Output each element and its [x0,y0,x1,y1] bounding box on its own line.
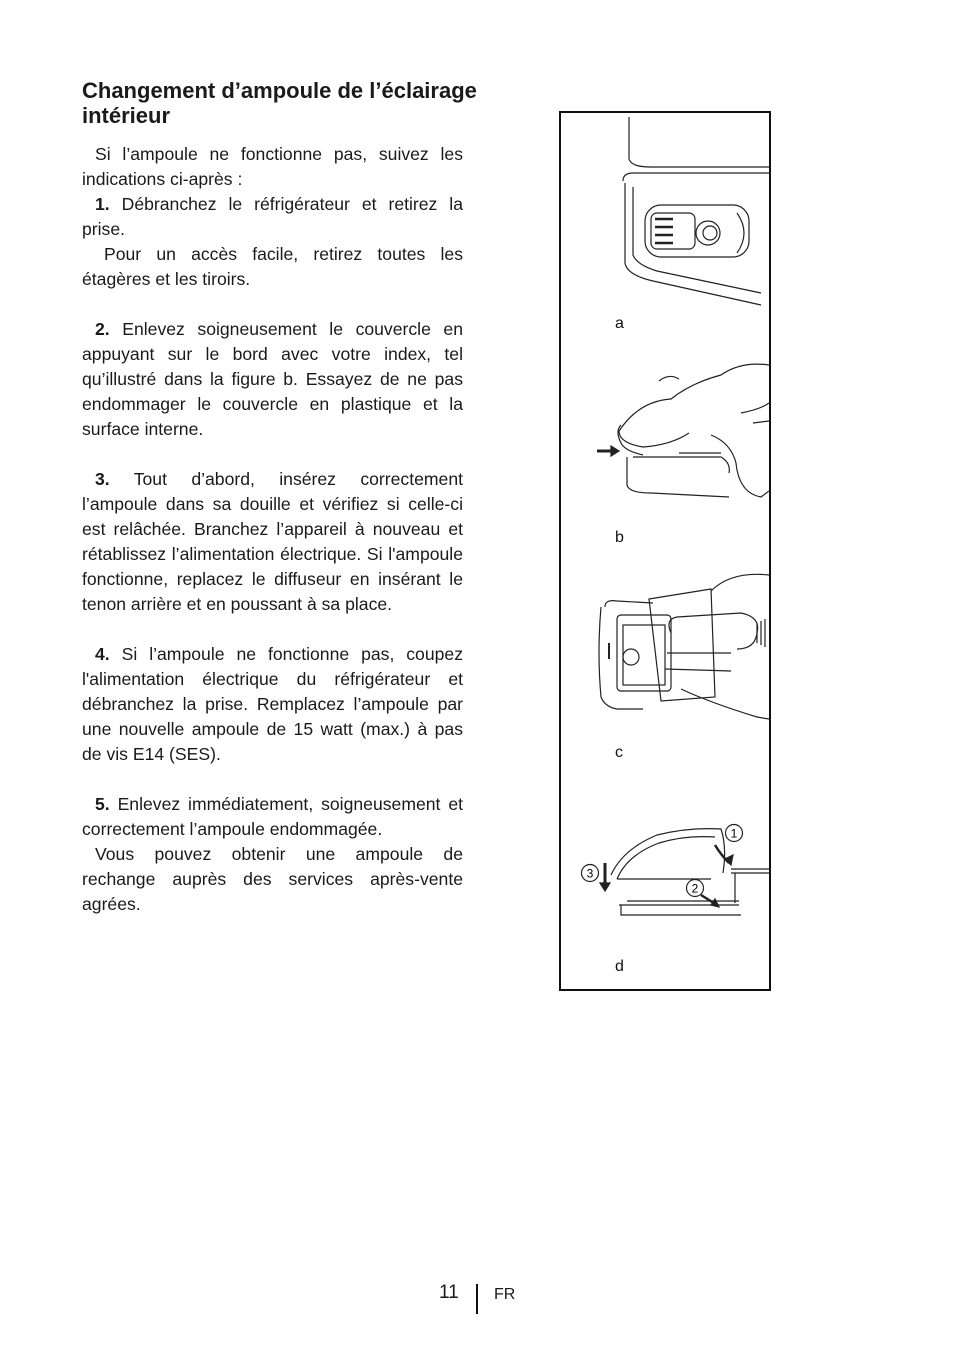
cover-hinge-diagram [600,826,769,925]
page-number: 11 [439,1282,459,1303]
step-3 [82,467,463,617]
step-1-note: Pour un accès facile, retirez toutes les étagères et les tiroirs. [82,244,463,289]
step-4-number: 4. [95,644,110,664]
figure-label-b: b [615,529,624,546]
step-3-text: Tout d’abord, insérez correctement l’ampoule dans sa douille et vérifiez si celle-ci est relâchée. Branchez l’appareil à nouveau et rétablissez l’alimentation électrique. Si l'ampoule fonctionne, replacez le diffuseur en insérant le tenon arrière et en poussant à sa place. [82,469,463,614]
callout-2-text: 2 [691,881,699,896]
page-title: Changement d’ampoule de l’éclairage intérieur [82,78,477,128]
figure-label-d: d [615,958,624,975]
step-5-number: 5. [95,794,110,814]
outro-paragraph: Vous pouvez obtenir une ampoule de rechange auprès des services après-vente agrées. [82,844,463,914]
step-1 [82,192,463,242]
figure-label-a: a [615,315,624,332]
figure-label-c: c [615,744,623,761]
step-4-text: Si l’ampoule ne fonctionne pas, coupez l'alimentation électrique du réfrigérateur et débranchez la prise. Remplacez l’ampoule par une nouvelle ampoule de 15 watt (max.) à pas de vis E14 (SES). [82,644,463,764]
bulb-replacement-illustration [561,113,769,989]
instructions-body [82,142,463,917]
illustration-panel [559,111,771,991]
callout-3-text: 3 [586,866,594,881]
step-2-number: 2. [95,319,110,339]
step-2-text: Enlevez soigneusement le couvercle en appuyant sur le bord avec votre index, tel qu’illustré dans la figure b. Essayez de ne pas endommager le couvercle en plastique et la surface interne. [82,319,463,439]
hand-holding-diffuser-drawing [599,565,769,735]
footer-divider [476,1284,478,1314]
step-4 [82,642,463,767]
callout-1-text: 1 [730,826,738,841]
step-1-number: 1. [95,194,110,214]
callout-3 [582,865,599,882]
step-2 [82,317,463,442]
step-5 [82,792,463,842]
callout-2 [687,880,704,897]
callout-1 [726,825,743,842]
hand-removing-cover-drawing [597,363,769,497]
step-3-number: 3. [95,469,110,489]
step-5-text: Enlevez immédiatement, soigneusement et correctement l’ampoule endommagée. [82,794,463,839]
step-1-text: Débranchez le réfrigérateur et retirez la prise. [82,194,463,239]
intro-paragraph: Si l’ampoule ne fonctionne pas, suivez les indications ci-après : [82,144,463,189]
language-code: FR [494,1286,516,1303]
lamp-housing-drawing [623,117,769,313]
